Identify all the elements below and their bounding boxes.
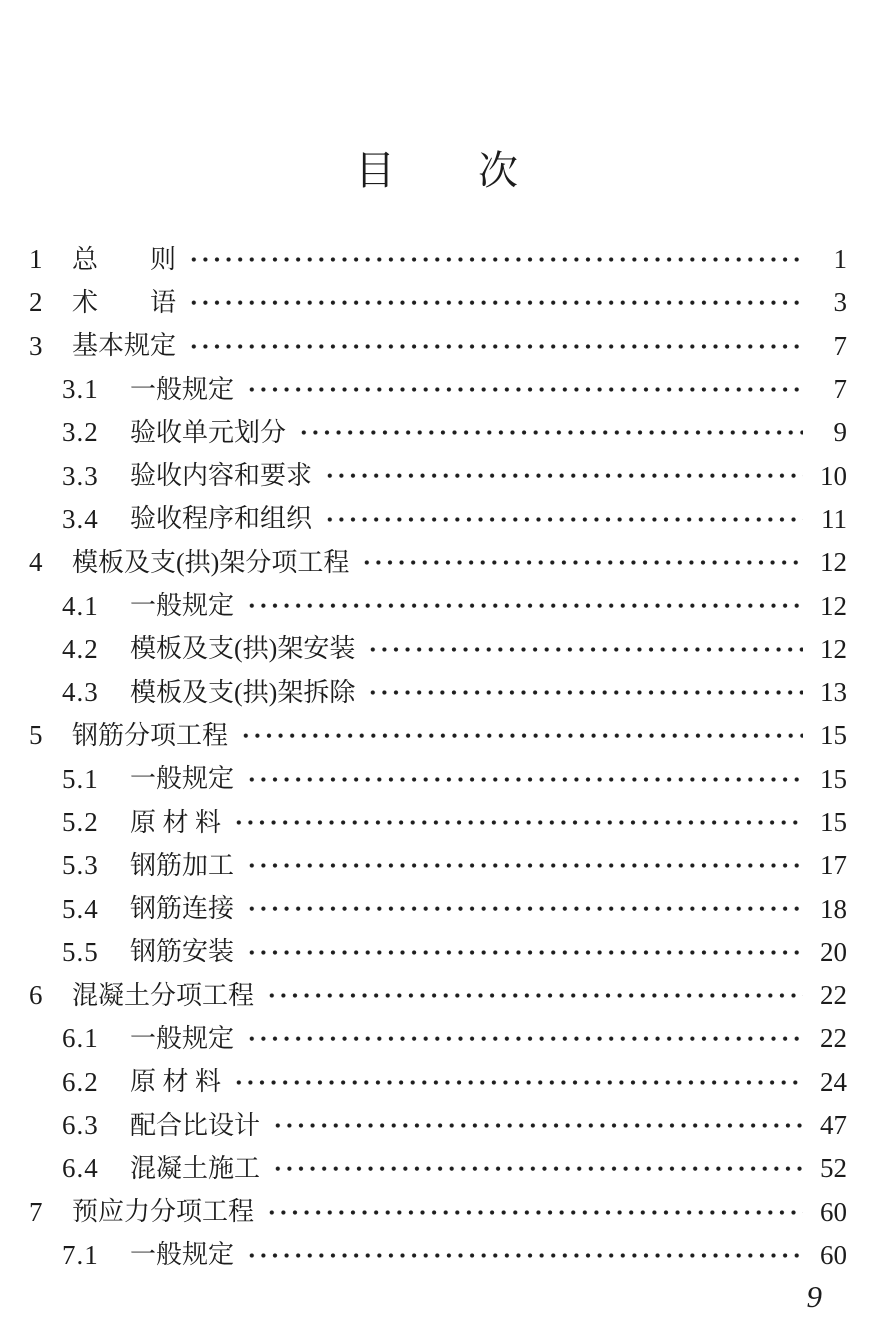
dot-leader [361, 541, 803, 584]
entry-title: 原 材 料 [130, 807, 222, 837]
entry-title: 钢筋安装 [130, 937, 235, 967]
entry-title: 一般规定 [130, 1023, 235, 1053]
entry-title: 混凝土施工 [130, 1153, 261, 1183]
entry-page-number: 12 [820, 633, 847, 664]
entry-number: 5 [29, 720, 44, 751]
entry-number: 6.3 [62, 1110, 99, 1141]
toc-entry [0, 714, 874, 757]
entry-title: 模板及支(拱)架分项工程 [72, 547, 350, 577]
entry-number: 7.1 [62, 1239, 99, 1270]
entry-page-number: 15 [820, 720, 847, 751]
entry-number: 4.3 [62, 677, 99, 708]
dot-leader [233, 1061, 803, 1104]
dot-leader [246, 931, 803, 974]
entry-page-number: 7 [833, 374, 847, 405]
entry-page-number: 7 [833, 330, 847, 361]
entry-title: 钢筋连接 [130, 894, 235, 924]
dot-leader [246, 1234, 803, 1277]
toc-entry [0, 671, 874, 714]
page-title: 目 次 [355, 148, 519, 193]
folio-page-number: 9 [806, 1279, 822, 1314]
entry-number: 5.2 [62, 807, 99, 837]
entry-title: 总 则 [72, 244, 177, 274]
entry-page-number: 52 [820, 1153, 847, 1184]
entry-title: 模板及支(拱)架拆除 [130, 677, 356, 707]
dot-leader [298, 411, 803, 454]
entry-number: 1 [29, 244, 44, 275]
entry-title: 验收单元划分 [130, 417, 287, 447]
entry-page-number: 60 [820, 1239, 847, 1270]
entry-number: 3.4 [62, 503, 99, 534]
entry-number: 3.2 [62, 417, 99, 448]
entry-title: 混凝土分项工程 [72, 980, 255, 1010]
toc-entry [0, 1191, 874, 1234]
toc-entry [0, 974, 874, 1017]
toc-entry [0, 541, 874, 584]
entry-title: 基本规定 [72, 331, 177, 361]
toc-entry [0, 1061, 874, 1104]
toc-entry [0, 887, 874, 930]
entry-page-number: 24 [820, 1066, 847, 1097]
entry-title: 预应力分项工程 [72, 1197, 255, 1227]
toc-entry [0, 931, 874, 974]
toc-entry [0, 325, 874, 368]
toc-entry [0, 238, 874, 281]
entry-page-number: 11 [821, 503, 847, 534]
entry-page-number: 22 [820, 1023, 847, 1054]
entry-page-number: 47 [820, 1110, 847, 1141]
entry-number: 4.1 [62, 590, 99, 621]
entry-title: 一般规定 [130, 764, 235, 794]
entry-title: 验收内容和要求 [130, 461, 313, 491]
entry-number: 3.1 [62, 374, 99, 405]
dot-leader [246, 887, 803, 930]
entry-page-number: 22 [820, 980, 847, 1011]
dot-leader [246, 758, 803, 801]
entry-title: 钢筋分项工程 [72, 720, 229, 750]
dot-leader [324, 498, 803, 541]
toc-entry [0, 628, 874, 671]
entry-number: 6.2 [62, 1066, 99, 1097]
entry-page-number: 9 [833, 417, 847, 448]
dot-leader [246, 584, 803, 627]
entry-number: 6.4 [62, 1153, 99, 1184]
dot-leader [266, 974, 803, 1017]
entry-number: 3.3 [62, 460, 99, 491]
entry-title: 模板及支(拱)架安装 [130, 634, 356, 664]
toc-entry [0, 844, 874, 887]
dot-leader [233, 801, 803, 844]
dot-leader [188, 281, 803, 324]
entry-page-number: 20 [820, 936, 847, 967]
dot-leader [246, 368, 803, 411]
toc-entry [0, 454, 874, 497]
entry-page-number: 15 [820, 807, 847, 837]
toc-entry [0, 584, 874, 627]
entry-page-number: 18 [820, 893, 847, 924]
entry-title: 原 材 料 [130, 1067, 222, 1097]
entry-number: 3 [29, 330, 44, 361]
entry-title: 术 语 [72, 287, 177, 317]
toc-entry [0, 368, 874, 411]
dot-leader [188, 325, 803, 368]
entry-page-number: 12 [820, 590, 847, 621]
entry-page-number: 10 [820, 460, 847, 491]
entry-page-number: 60 [820, 1196, 847, 1227]
entry-title: 验收程序和组织 [130, 504, 313, 534]
entry-number: 7 [29, 1196, 44, 1227]
entry-number: 6 [29, 980, 44, 1011]
entry-number: 5.4 [62, 893, 99, 924]
toc-entry [0, 1017, 874, 1060]
dot-leader [367, 628, 803, 671]
toc-list [0, 238, 874, 1277]
entry-page-number: 13 [820, 677, 847, 708]
entry-title: 配合比设计 [130, 1110, 261, 1140]
dot-leader [324, 454, 803, 497]
toc-entry [0, 411, 874, 454]
entry-page-number: 12 [820, 547, 847, 578]
toc-entry [0, 1147, 874, 1190]
dot-leader [246, 1017, 803, 1060]
dot-leader [272, 1104, 803, 1147]
dot-leader [272, 1147, 803, 1190]
dot-leader [266, 1191, 803, 1234]
entry-title: 钢筋加工 [130, 850, 235, 880]
entry-title: 一般规定 [130, 1240, 235, 1270]
entry-number: 5.3 [62, 850, 99, 881]
toc-entry [0, 758, 874, 801]
dot-leader [246, 844, 803, 887]
toc-entry [0, 281, 874, 324]
toc-entry [0, 498, 874, 541]
dot-leader [240, 714, 803, 757]
entry-page-number: 1 [833, 244, 847, 275]
entry-page-number: 3 [833, 287, 847, 318]
entry-page-number: 15 [820, 763, 847, 794]
entry-number: 2 [29, 287, 44, 318]
entry-number: 4.2 [62, 633, 99, 664]
entry-page-number: 17 [820, 850, 847, 881]
dot-leader [188, 238, 803, 281]
entry-number: 5.1 [62, 763, 99, 794]
toc-entry [0, 801, 874, 844]
entry-number: 4 [29, 547, 44, 578]
toc-entry [0, 1104, 874, 1147]
entry-number: 5.5 [62, 936, 99, 967]
toc-entry [0, 1234, 874, 1277]
entry-title: 一般规定 [130, 374, 235, 404]
dot-leader [367, 671, 803, 714]
entry-title: 一般规定 [130, 591, 235, 621]
entry-number: 6.1 [62, 1023, 99, 1054]
